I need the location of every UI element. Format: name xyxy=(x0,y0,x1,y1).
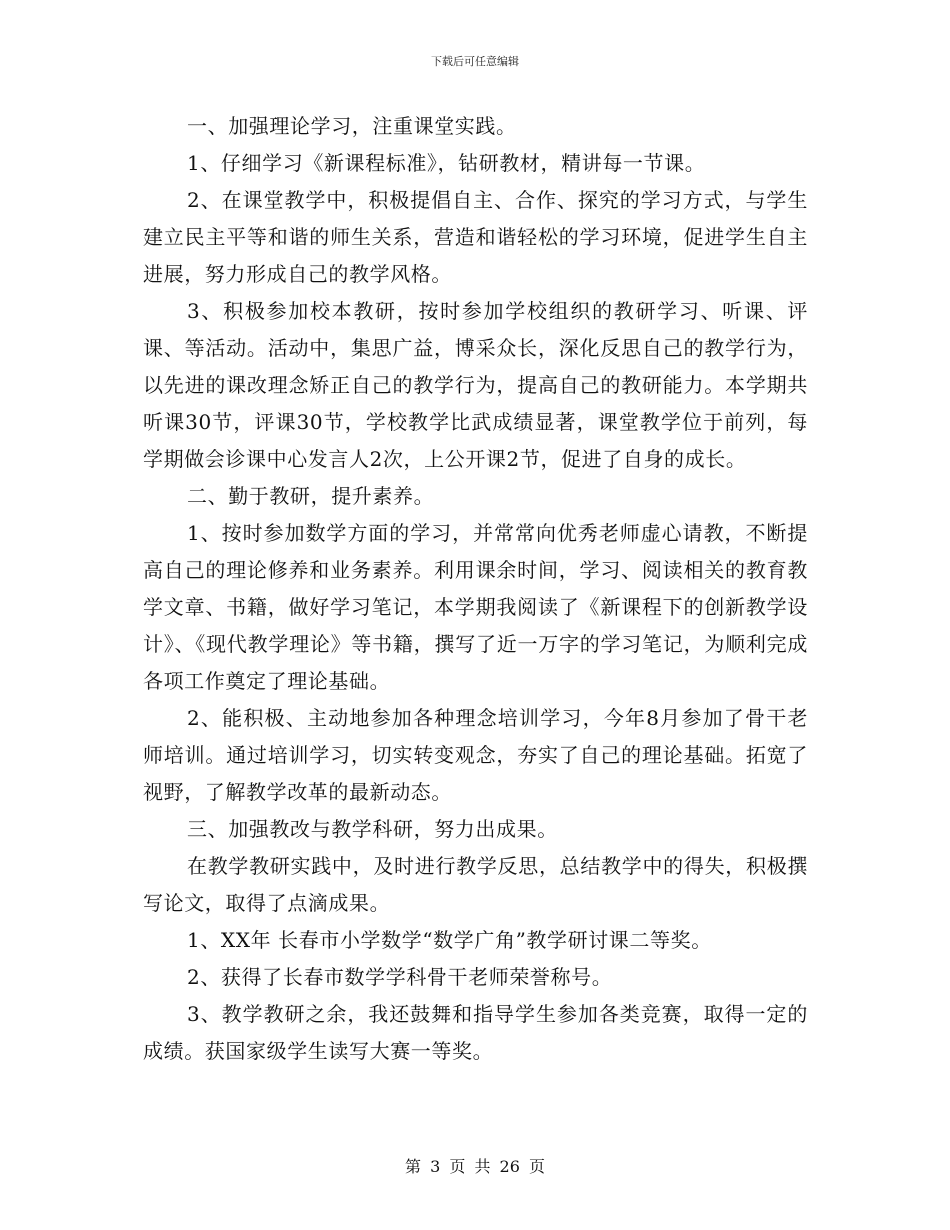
paragraph: 2、在课堂教学中，积极提倡自主、合作、探究的学习方式，与学生建立民主平等和谐的师生关系，营造和谐轻松的学习环境，促进学生自主进展，努力形成自己的教学风格。 xyxy=(143,188,808,286)
paragraph: 2、能积极、主动地参加各种理念培训学习，今年8月参加了骨干老师培训。通过培训学习，切实转变观念，夯实了自己的理论基础。拓宽了视野，了解教学改革的最新动态。 xyxy=(143,706,808,804)
page-header: 下载后可任意编辑 xyxy=(431,55,519,68)
section-heading-1: 一、加强理论学习，注重课堂实践。 xyxy=(187,114,517,138)
paragraph: 1、按时参加数学方面的学习，并常常向优秀老师虚心请教，不断提高自己的理论修养和业务素养。利用课余时间，学习、阅读相关的教育教学文章、书籍，做好学习笔记，本学期我阅读了《新课程下的创新教学设计》、《现代教学理论》等书籍，撰写了近一万字的学习笔记，为顺利完成各项工作奠定了理论基础。 xyxy=(143,521,808,693)
paragraph: 3、教学教研之余，我还鼓舞和指导学生参加各类竞赛，取得一定的成绩。获国家级学生读写大赛一等奖。 xyxy=(143,1002,808,1063)
page-number: 第 3 页 共 26 页 xyxy=(405,1157,545,1176)
section-heading-2: 二、勤于教研，提升素养。 xyxy=(187,484,435,508)
paragraph: 1、仔细学习《新课程标准》，钻研教材，精讲每一节课。 xyxy=(187,151,706,175)
section-heading-3: 三、加强教改与教学科研，努力出成果。 xyxy=(187,817,558,841)
document-body xyxy=(143,108,808,1070)
paragraph: 在教学教研实践中，及时进行教学反思，总结教学中的得失，积极撰写论文，取得了点滴成果。 xyxy=(143,854,808,915)
paragraph: 1、XX年 长春市小学数学“数学广角”教学研讨课二等奖。 xyxy=(187,928,712,952)
paragraph: 3、积极参加校本教研，按时参加学校组织的教研学习、听课、评课、等活动。活动中，集思广益，博采众长，深化反思自己的教学行为，以先进的课改理念矫正自己的教学行为，提高自己的教研能力。本学期共听课30节，评课30节，学校教学比武成绩显著，课堂教学位于前列，每学期做会诊课中心发言人2次，上公开课2节，促进了自身的成长。 xyxy=(143,299,808,471)
paragraph: 2、获得了长春市数学学科骨干老师荣誉称号。 xyxy=(187,965,613,989)
